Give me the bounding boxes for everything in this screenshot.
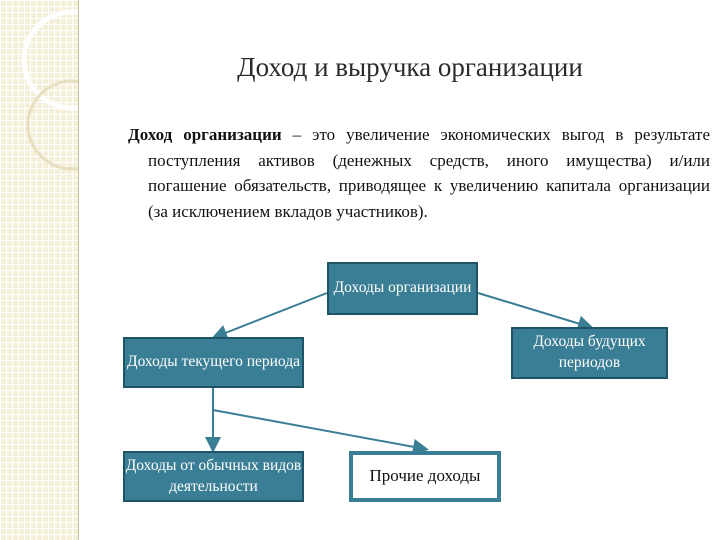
definition-text: – это увеличение экономических выгод в результате поступления активов (денежных средств, иного имущества) и/или погашение обязательств, приводящее к увеличению капитала организации (за исключением вкладов участников).	[148, 125, 710, 221]
node-root-income	[327, 262, 478, 315]
node-other-income-label: Прочие доходы	[369, 466, 481, 486]
node-future-period-income	[511, 327, 668, 379]
node-ordinary-activity-label: Доходы от обычных видов деятельности	[125, 456, 302, 495]
arrow-root-to-current	[215, 293, 327, 337]
arrow-root-to-future	[478, 293, 590, 327]
node-ordinary-activity-income	[123, 451, 304, 502]
node-root-income-label: Доходы организации	[333, 279, 472, 297]
slide-title: Доход и выручка организации	[237, 52, 583, 82]
definition-term: Доход организации	[128, 125, 282, 144]
arrow-current-to-other	[213, 410, 425, 449]
node-current-period-income	[123, 337, 304, 388]
node-future-period-label: Доходы будущих периодов	[533, 333, 646, 371]
node-current-period-label: Доходы текущего периода	[127, 353, 300, 371]
node-other-income	[349, 451, 501, 502]
